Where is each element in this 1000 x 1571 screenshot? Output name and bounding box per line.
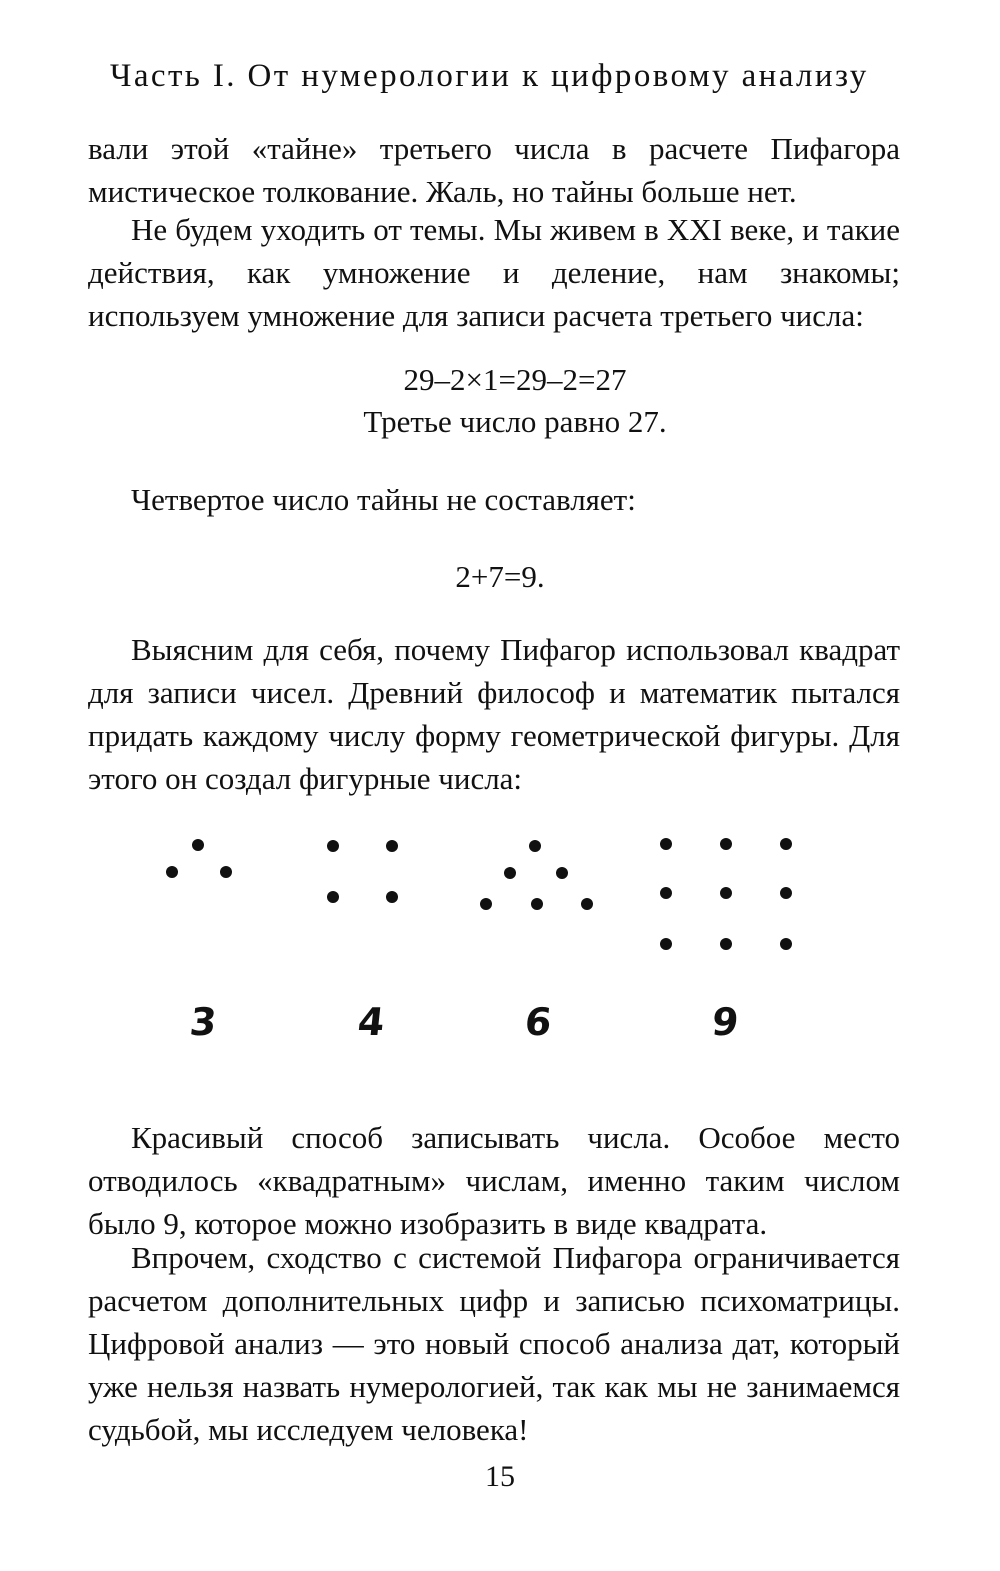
dot bbox=[780, 938, 792, 950]
dot bbox=[720, 887, 732, 899]
figure-4-dots bbox=[327, 840, 398, 903]
text-block-5 bbox=[88, 1116, 900, 1245]
dot bbox=[480, 898, 492, 910]
dot bbox=[720, 938, 732, 950]
dot bbox=[529, 840, 541, 852]
dot bbox=[166, 866, 178, 878]
dot bbox=[581, 898, 593, 910]
dot bbox=[386, 840, 398, 852]
figurate-dots bbox=[0, 820, 1000, 990]
paragraph-4: Выясним для себя, почему Пифагор использовал квадрат для записи чисел. Древний философ и математик пытался придать каждому числу форму геометрической фигуры. Для этого он создал фигурные числа: bbox=[88, 632, 900, 796]
paragraph-3: Четвертое число тайны не составляет: bbox=[131, 482, 636, 517]
dot bbox=[780, 887, 792, 899]
text-block-4 bbox=[88, 628, 900, 800]
dot bbox=[327, 840, 339, 852]
paragraph-2: Не будем уходить от темы. Мы живем в XXI веке, и такие действия, как умножение и деление, нам знакомы; используем умножение для записи расчета третьего числа: bbox=[88, 212, 900, 333]
dot bbox=[327, 891, 339, 903]
dot bbox=[660, 838, 672, 850]
paragraph-6: Впрочем, сходство с системой Пифагора ограничивается расчетом дополнительных цифр и записью психоматрицы. Цифровой анализ — это новый способ анализа дат, который уже нельзя назвать нумерологией, так как мы не занимаемся судьбой, мы исследуем человека! bbox=[88, 1240, 900, 1447]
formula-third-calc: 29–2×1=29–2=27 bbox=[403, 362, 627, 397]
text-block-6 bbox=[88, 1236, 900, 1451]
figurate-numbers-illustration bbox=[0, 820, 1000, 1060]
dot bbox=[386, 891, 398, 903]
paragraph-5: Красивый способ записывать числа. Особое место отводилось «квадратным» числам, именно таким числом было 9, которое можно изобразить в виде квадрата. bbox=[88, 1120, 900, 1241]
formula-third-result: Третье число равно 27. bbox=[363, 404, 667, 439]
dot bbox=[720, 838, 732, 850]
figure-label-9: 9 bbox=[709, 1000, 741, 1044]
dot bbox=[192, 839, 204, 851]
text-block-3 bbox=[88, 478, 900, 521]
dot bbox=[220, 866, 232, 878]
dot bbox=[780, 838, 792, 850]
text-block-2 bbox=[88, 208, 900, 337]
dot bbox=[556, 867, 568, 879]
dot bbox=[531, 898, 543, 910]
figure-label-4: 4 bbox=[355, 1000, 387, 1044]
figure-3-dots bbox=[166, 839, 232, 878]
formula-fourth-calc: 2+7=9. bbox=[455, 559, 545, 594]
figure-label-3: 3 bbox=[187, 1000, 219, 1044]
dot bbox=[504, 867, 516, 879]
paragraph-1: вали этой «тайне» третьего числа в расчете Пифагора мистическое толкование. Жаль, но тайны больше нет. bbox=[88, 131, 900, 209]
running-header: Часть I. От нумерологии к цифровому анализу bbox=[110, 58, 869, 94]
dot bbox=[660, 887, 672, 899]
text-block-1 bbox=[88, 127, 900, 213]
dot bbox=[660, 938, 672, 950]
figure-9-dots bbox=[660, 838, 792, 950]
page-number: 15 bbox=[485, 1460, 515, 1493]
figure-label-6: 6 bbox=[522, 1000, 554, 1044]
figure-6-dots bbox=[480, 840, 593, 910]
